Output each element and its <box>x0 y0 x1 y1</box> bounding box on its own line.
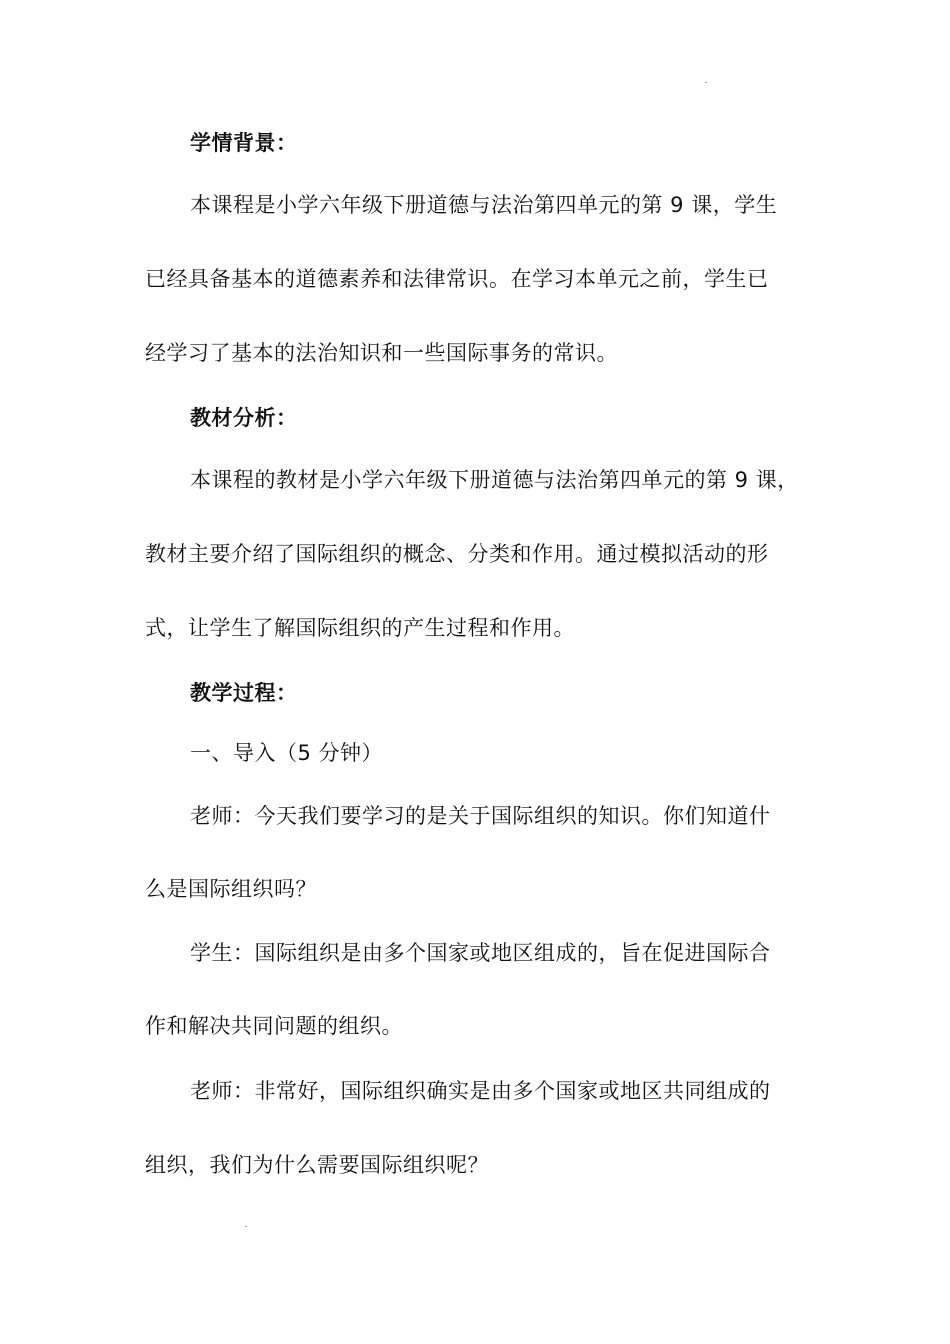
dialogue-line: 老师：今天我们要学习的是关于国际组织的知识。你们知道什 <box>190 804 771 828</box>
heading-background: 学情背景： <box>190 131 298 155</box>
page-bottom-mark <box>245 1226 247 1227</box>
dialogue-line: 作和解决共同问题的组织。 <box>145 1014 403 1038</box>
paragraph-line: 教材主要介绍了国际组织的概念、分类和作用。通过模拟活动的形 <box>145 542 769 566</box>
paragraph-line: 式，让学生了解国际组织的产生过程和作用。 <box>145 616 575 640</box>
page-corner-mark <box>705 82 707 83</box>
dialogue-line: 组织，我们为什么需要国际组织呢？ <box>145 1153 489 1177</box>
paragraph-line: 已经具备基本的道德素养和法律常识。在学习本单元之前，学生已 <box>145 267 769 291</box>
paragraph-line: 经学习了基本的法治知识和一些国际事务的常识。 <box>145 341 618 365</box>
heading-process: 教学过程： <box>190 681 298 705</box>
heading-analysis: 教材分析： <box>190 406 298 430</box>
dialogue-line: 么是国际组织吗？ <box>145 877 317 901</box>
dialogue-line: 老师：非常好，国际组织确实是由多个国家或地区共同组成的 <box>190 1079 771 1103</box>
dialogue-line: 学生：国际组织是由多个国家或地区组成的，旨在促进国际合 <box>190 941 771 965</box>
step-title: 一、导入（5 分钟） <box>190 741 384 765</box>
paragraph-line: 本课程是小学六年级下册道德与法治第四单元的第 9 课，学生 <box>190 193 778 217</box>
paragraph-line: 本课程的教材是小学六年级下册道德与法治第四单元的第 9 课， <box>190 468 799 492</box>
